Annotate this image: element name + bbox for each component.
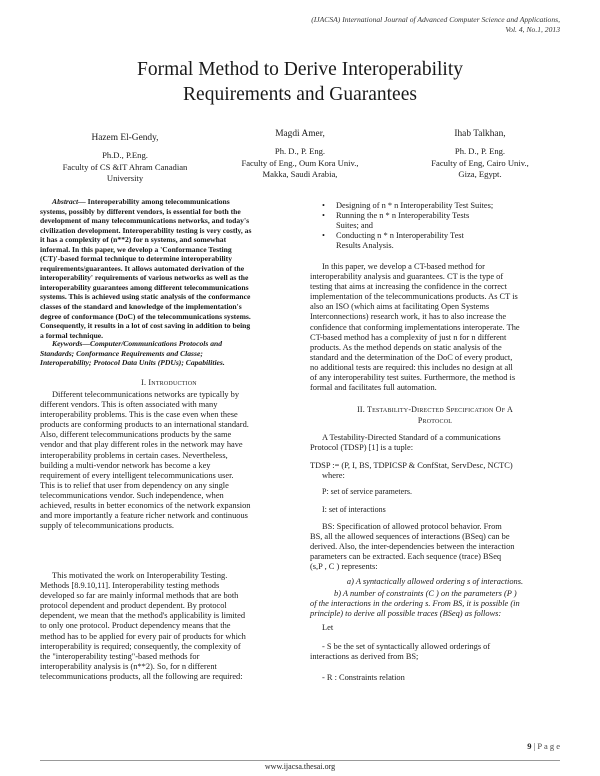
body-line: and more importantly a feature richer network and continuous xyxy=(40,511,248,521)
body-line: b) A number of constraints (C ) on the parameters (P ) xyxy=(334,589,517,598)
body-line: interoperability is required; consequently, the complexity of xyxy=(40,641,241,651)
body-line: confidence that conforming implementations interoperate. The xyxy=(310,322,520,332)
page-number-label: | P a g e xyxy=(533,741,560,751)
body-line: Methods [8.9.10,11]. Interoperability testing methods xyxy=(40,581,220,591)
body-line: developed so far are mainly informal methods that are both xyxy=(40,591,239,601)
body-line: building a multi-vendor network has become a key xyxy=(40,460,211,470)
body-line: products are conforming products to an international standard. xyxy=(40,420,249,430)
author-affiliation-line: Makka, Saudi Arabia, xyxy=(262,168,338,179)
introduction-paragraph-2 xyxy=(40,571,298,682)
abstract xyxy=(40,197,298,340)
item-a: a) A syntactically allowed ordering s of interactions. xyxy=(346,577,524,586)
body-line: - S be the set of syntactically allowed orderings of xyxy=(322,642,491,651)
i-definition: I: set of interactions xyxy=(322,505,386,514)
body-line: standard and the determination of the DoC of every product, xyxy=(310,352,513,362)
bullet-list xyxy=(322,201,560,251)
bullet-line: • Running the n * n Interoperability Tests xyxy=(336,211,470,221)
abstract-line: informal. In this paper, we develop a 'Conformance Testing xyxy=(40,244,232,254)
author-name: Ihab Talkhan, xyxy=(454,129,506,139)
author-affiliation-line: Giza, Egypt. xyxy=(458,168,502,179)
body-line: Also, different telecommunications products by the same xyxy=(40,430,232,440)
abstract-line: interoperability guarantees among different telecommunications xyxy=(40,282,249,292)
abstract-line: Consequently, it results in a lot of cost saving in addition to being xyxy=(40,321,251,331)
p-definition: P: set of service parameters. xyxy=(322,487,412,496)
paper-title xyxy=(40,57,560,107)
body-line: This is to relief that user from dependency on any single xyxy=(40,480,229,490)
body-line: In this paper, we develop a CT-based method for xyxy=(322,262,485,271)
footer-url: www.ijacsa.thesai.org xyxy=(264,762,336,771)
author-affiliation-line: Ph. D., P. Eng. xyxy=(454,146,506,157)
body-line: of any interoperability test suites. Furthermore, the method is xyxy=(310,373,516,383)
bs-definition xyxy=(310,522,560,572)
author-block-1 xyxy=(40,133,210,184)
r-definition: - R : Constraints relation xyxy=(322,673,405,682)
s-definition xyxy=(310,642,560,662)
page-number xyxy=(527,741,560,751)
bullet-item xyxy=(322,231,560,251)
section-heading-line: Protocol xyxy=(417,416,453,425)
introduction-paragraph-1 xyxy=(40,390,298,531)
author-affiliation-line: Faculty of Eng, Cairo Univ., xyxy=(431,157,529,168)
paper-title-line2: Requirements and Guarantees xyxy=(183,84,417,105)
body-line: also an ISO (which aims at facilitating Open Systems xyxy=(310,302,490,312)
body-line: Different telecommunications networks are typically by xyxy=(52,390,240,399)
body-line: interactions as derived from BS; xyxy=(310,652,419,662)
keywords-line: Standards; Conformance Requirements and Classe; xyxy=(40,348,203,358)
body-line: of the interactions in the ordering s. From BS, it is possible (in xyxy=(310,599,520,609)
body-line: supply of telecommunications products. xyxy=(40,521,174,531)
author-affiliation-line: University xyxy=(106,172,144,183)
author-affiliation-line: Faculty of Eng., Oum Kora Univ., xyxy=(241,157,359,168)
author-block-2 xyxy=(215,129,385,180)
body-line: Protocol (TDSP) [1] is a tuple: xyxy=(310,443,414,453)
body-line: telecommunications vendor. Such independence, when xyxy=(40,490,224,500)
tdsp-tuple: TDSP := (P, I, BS, TDPICSP & ConfStat, ServDesc, NCTC) xyxy=(310,461,513,470)
abstract-line: civilization development. Interoperability testing is very costly, as xyxy=(40,225,252,235)
body-line: BS: Specification of allowed protocol behavior. From xyxy=(322,522,502,531)
body-line: A Testability-Directed Standard of a communications xyxy=(322,433,501,442)
body-line: achieved, results in better economics of the network expansion xyxy=(40,501,251,511)
body-line: Interconnections) research work, it has to also increase the xyxy=(310,312,507,322)
abstract-line: requirements/guarantees. It allows automated derivation of the xyxy=(40,263,245,273)
page-number-value: 9 xyxy=(527,741,532,751)
bullet-line: • Designing of n * n Interoperability Test Suites; xyxy=(336,201,494,210)
abstract-line: systems. This is achieved using static analysis of the conformance xyxy=(40,292,251,302)
bullet-item xyxy=(322,211,560,231)
keywords xyxy=(40,339,298,368)
journal-header-line1: (IJACSA) International Journal of Advanced Computer Science and Applications, xyxy=(311,15,560,24)
body-line: This motivated the work on Interoperability Testing. xyxy=(52,571,228,580)
abstract-line: a formal technique. xyxy=(40,330,104,340)
keywords-line: Interoperability; Protocol Data Units (PDUs); Capabilities. xyxy=(40,358,225,368)
author-affiliation-line: Ph. D., P. Eng. xyxy=(274,146,326,157)
abstract-line: Interoperability among telecommunications xyxy=(87,197,230,206)
body-line: interoperability analysis and guarantees. CT is the type of xyxy=(310,272,504,282)
abstract-line: systems, possibly by different vendors, is essential for both the xyxy=(40,206,241,216)
body-line: parameters can be extracted. Each sequence (trace) BSeq xyxy=(310,552,502,562)
tdsp-where: where: xyxy=(322,471,345,481)
author-name: Magdi Amer, xyxy=(275,129,325,139)
journal-header xyxy=(311,15,560,35)
abstract-line: degree of conformance (DoC) of the telecommunications systems. xyxy=(40,311,251,321)
body-line: BS, all the allowed sequences of interactions (BSeq) can be xyxy=(310,532,510,542)
section-heading-testability xyxy=(310,404,560,426)
bullet-line: • Conducting n * n Interoperability Test xyxy=(336,231,464,241)
author-name: Hazem El-Gendy, xyxy=(91,133,159,143)
body-line: implementation of the telecommunications products. As CT is xyxy=(310,292,518,302)
abstract-line: it has a complexity of (n**2) for n systems, and somewhat xyxy=(40,235,227,245)
body-line: no additional tests are required: this includes no design at all xyxy=(310,362,513,372)
body-line: formal and facilitates full automation. xyxy=(310,383,437,393)
body-line: interoperability analysis is (n**2). So, for n different xyxy=(40,661,217,671)
tdsp-definition xyxy=(310,461,560,481)
abstract-line: interoperability' requirements of various networks as well as the xyxy=(40,273,249,283)
section-heading-line: II. Testability-Directed Specification Of A xyxy=(357,405,513,414)
body-line: interoperability problems in certain cases. Nevertheless, xyxy=(40,450,228,460)
author-affiliation-line: Ph.D., P.Eng. xyxy=(102,150,148,161)
body-line: derived. Also, the inter-dependencies between the interaction xyxy=(310,542,515,552)
body-line: dependent, we mean that the method's applicability is limited xyxy=(40,611,246,621)
body-line: the "interoperability testing"-based methods for xyxy=(40,651,200,661)
author-affiliation-line: Faculty of CS &IT Ahram Canadian xyxy=(62,161,188,172)
body-line: requirement of every intelligent telecommunications user. xyxy=(40,470,234,480)
keywords-line: Keywords—Computer/Communications Protocols and xyxy=(52,339,223,348)
abstract-line: classes of the standard and knowledge of the implementation's xyxy=(40,302,242,312)
body-line: principle) to derive all possible traces (BSeq) as follows: xyxy=(310,609,502,619)
body-line: to only one protocol. Product dependency means that the xyxy=(40,621,231,631)
journal-header-line2: Vol. 4, No.1, 2013 xyxy=(505,25,560,34)
body-line: protocol dependent and product dependent. By protocol xyxy=(40,601,227,611)
abstract-line: (CT)'-based formal technique to determine interoperability xyxy=(40,254,232,264)
body-line: (s,P , C ) represents: xyxy=(310,562,378,572)
body-line: CT-based method has a complexity of just n for n different xyxy=(310,332,507,342)
abstract-label: Abstract— xyxy=(52,197,86,206)
body-line: interoperability problems. This is the case even when these xyxy=(40,410,238,420)
footer-divider xyxy=(40,760,560,761)
body-line: products. As the method depends on static analysis of the xyxy=(310,342,502,352)
abstract-line: development of many telecommunications networks, and today's xyxy=(40,216,250,226)
bullet-line: Suites; and xyxy=(336,221,373,231)
body-line: method has to be applied for every pair of products for which xyxy=(40,631,246,641)
let-label: Let xyxy=(322,623,334,632)
body-line: different vendors. This is often associated with many xyxy=(40,400,218,410)
tdsp-intro xyxy=(310,433,560,453)
section-heading-introduction: I. Introduction xyxy=(141,378,197,387)
bullet-line: Results Analysis. xyxy=(336,241,394,251)
body-line: vendor and that play different roles in the network may have xyxy=(40,440,243,450)
column2-paragraph xyxy=(310,262,560,393)
body-line: testing that aims at increasing the confidence in the correct xyxy=(310,282,507,292)
item-b xyxy=(310,589,560,619)
paper-title-line1: Formal Method to Derive Interoperability xyxy=(137,59,463,80)
author-block-3 xyxy=(400,129,560,180)
body-line: telecommunications products, all the following are required: xyxy=(40,671,243,681)
bullet-item xyxy=(322,201,560,211)
